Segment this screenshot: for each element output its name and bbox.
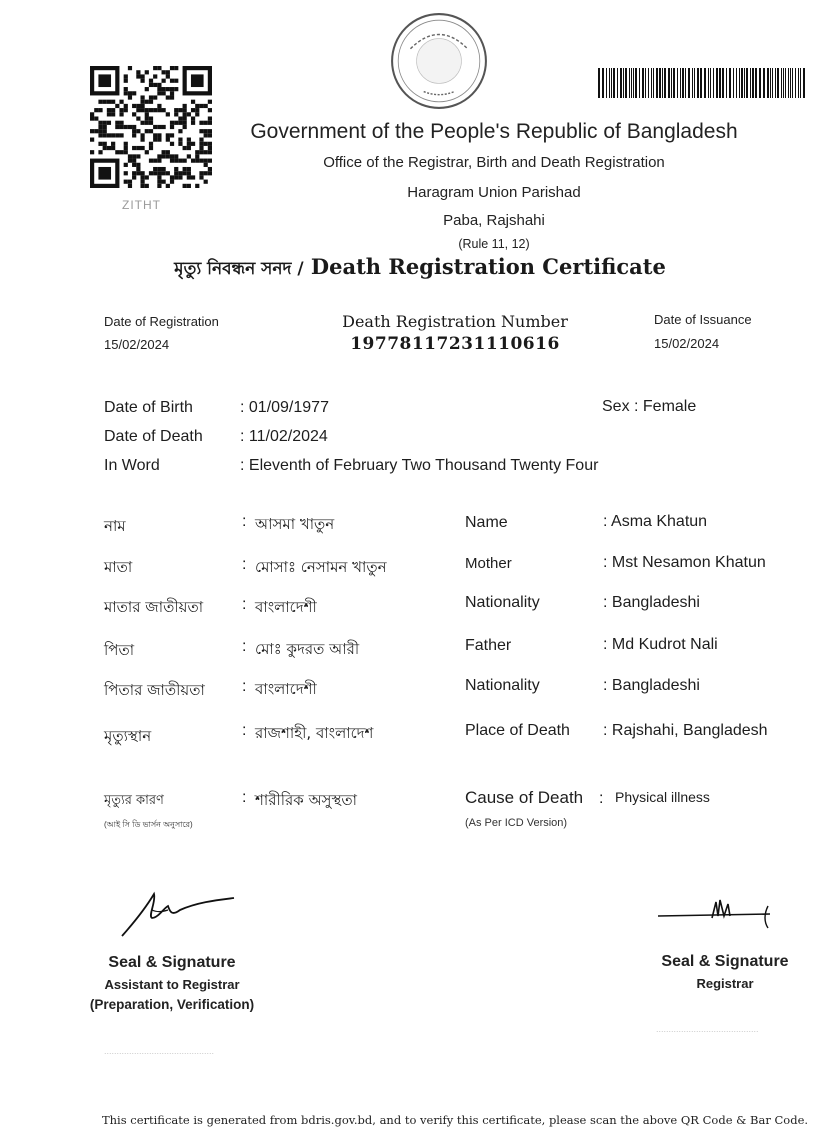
date-of-issuance-value: 15/02/2024 (654, 336, 720, 351)
colon: : (242, 556, 247, 573)
bn-label: মাতা (104, 558, 133, 576)
dob-value: : 01/09/1977 (240, 399, 329, 416)
dob-label: Date of Birth (104, 399, 193, 416)
en-label: Father (465, 637, 512, 654)
right-faded-stamp: ......................................... (656, 1024, 759, 1034)
colon: : (242, 638, 247, 655)
left-faded-stamp: ............................................ (104, 1046, 215, 1056)
registration-number-value: 19778117231110616 (350, 334, 560, 354)
registration-number-label: Death Registration Number (342, 312, 568, 331)
title-bangla: মৃত্যু নিবন্ধন সনদ / (174, 259, 304, 279)
cause-en-sub: (As Per ICD Version) (465, 817, 568, 829)
cause-en-value: Physical illness (615, 789, 710, 805)
date-of-issuance-label: Date of Issuance (654, 312, 752, 327)
title-english: Death Registration Certificate (310, 254, 666, 279)
bn-value: আসমা খাতুন (255, 515, 335, 533)
rule-text: (Rule 11, 12) (458, 237, 530, 251)
dod-label: Date of Death (104, 428, 203, 445)
colon: : (599, 790, 604, 807)
government-heading: Government of the People's Republic of Bangladesh (250, 120, 738, 143)
cause-bn-label: মৃত্যুর কারণ (104, 793, 164, 808)
right-seal-role: Registrar (696, 976, 754, 991)
sex-value: Sex : Female (602, 398, 697, 415)
en-value: : Mst Nesamon Khatun (603, 554, 766, 571)
en-label: Mother (465, 555, 512, 572)
bn-value: রাজশাহী, বাংলাদেশ (255, 724, 374, 742)
date-of-registration-label: Date of Registration (104, 314, 219, 329)
colon: : (242, 722, 247, 739)
colon: : (242, 678, 247, 695)
inword-value: : Eleventh of February Two Thousand Twenty Four (240, 457, 599, 474)
en-label: Nationality (465, 677, 540, 694)
bn-value: বাংলাদেশী (255, 680, 317, 698)
registrar-signature-icon (656, 896, 776, 932)
bn-value: বাংলাদেশী (255, 598, 317, 616)
left-seal-role: Assistant to Registrar (104, 977, 240, 992)
en-value: : Md Kudrot Nali (603, 636, 718, 653)
bn-value: মোসাঃ নেসামন খাতুন (255, 558, 387, 576)
en-label: Name (465, 514, 508, 531)
bn-label: নাম (104, 517, 126, 535)
inword-label: In Word (104, 457, 160, 474)
bn-label: পিতা (104, 641, 135, 659)
date-of-registration-value: 15/02/2024 (104, 337, 170, 352)
verification-footer: This certificate is generated from bdris.gov.bd, and to verify this certificate, please scan the above QR Code & Bar Code. (101, 1113, 809, 1127)
barcode-icon (598, 68, 806, 98)
colon: : (242, 789, 247, 806)
colon: : (242, 596, 247, 613)
en-value: : Rajshahi, Bangladesh (603, 722, 768, 739)
right-seal-title: Seal & Signature (661, 953, 789, 970)
certificate-title (0, 254, 840, 284)
official-seal-icon (388, 10, 490, 112)
bn-label: পিতার জাতীয়তা (104, 681, 205, 699)
cause-bn-sub: (আই সি ডি ভার্সন অনুসারে) (104, 820, 193, 829)
en-label: Nationality (465, 594, 540, 611)
en-value: : Bangladeshi (603, 594, 700, 611)
en-value: : Bangladeshi (603, 677, 700, 694)
union-heading: Haragram Union Parishad (407, 184, 581, 201)
location-heading: Paba, Rajshahi (443, 212, 545, 229)
cause-bn-value: শারীরিক অসুস্থতা (255, 791, 358, 809)
bn-label: মাতার জাতীয়তা (104, 598, 204, 616)
dod-value: : 11/02/2024 (240, 428, 328, 445)
bn-label: মৃত্যুস্থান (104, 727, 152, 745)
assistant-signature-icon (118, 888, 238, 940)
colon: : (242, 513, 247, 530)
left-seal-sub: (Preparation, Verification) (89, 997, 255, 1012)
office-heading: Office of the Registrar, Birth and Death Registration (323, 154, 665, 171)
bn-value: মোঃ কুদরত আরী (255, 640, 360, 658)
en-label: Place of Death (465, 722, 570, 739)
cause-en-label: Cause of Death (465, 788, 584, 807)
qr-code-caption: ZITHT (122, 198, 161, 212)
en-value: : Asma Khatun (603, 513, 708, 530)
left-seal-title: Seal & Signature (108, 954, 236, 971)
